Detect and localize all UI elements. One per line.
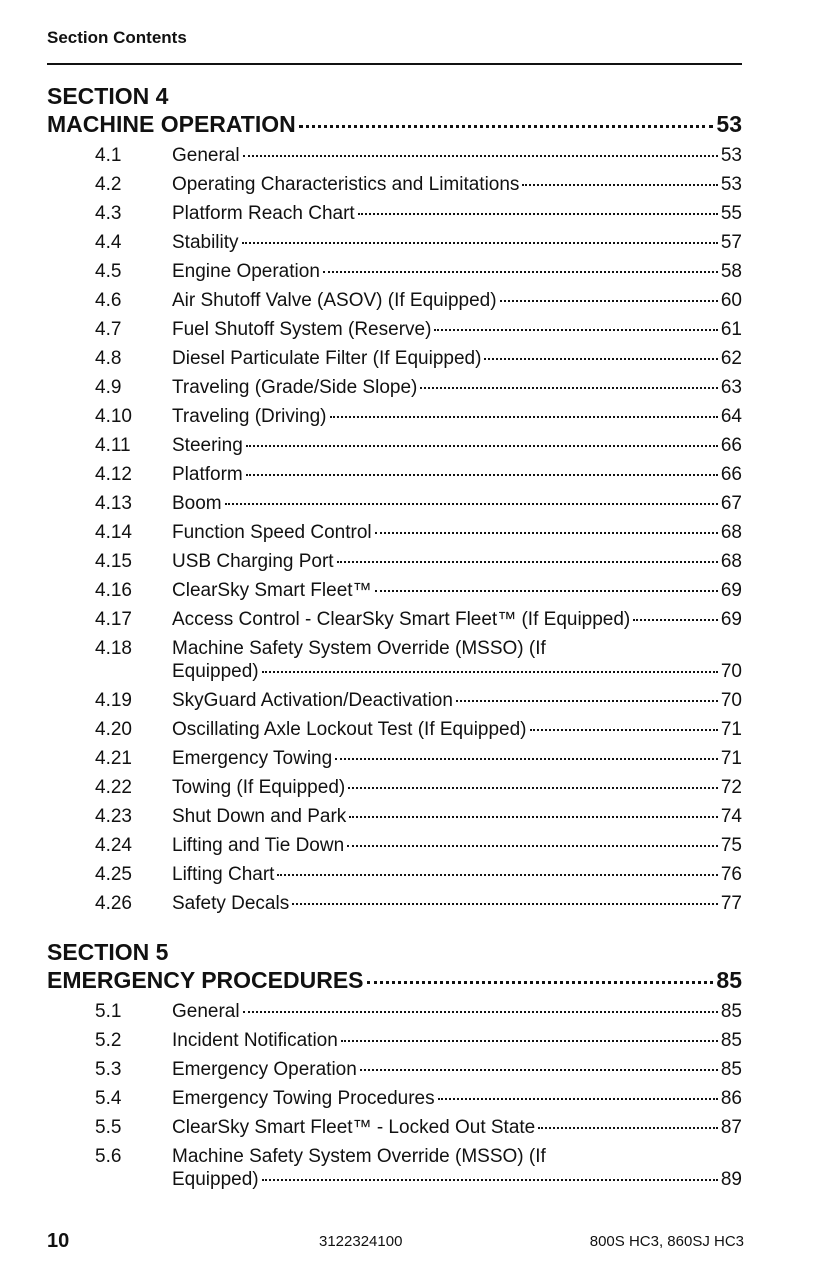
- toc-entry[interactable]: [47, 550, 742, 573]
- toc-entry-page: 70: [720, 690, 742, 711]
- toc-entries: [47, 1000, 742, 1191]
- toc-entry-number: 4.3: [95, 203, 122, 224]
- dot-leader: [456, 700, 718, 702]
- dot-leader: [375, 532, 718, 534]
- section-4: [47, 82, 742, 921]
- toc-entry-page: 85: [720, 1059, 742, 1080]
- toc-entry[interactable]: [47, 689, 742, 712]
- dot-leader: [530, 729, 718, 731]
- toc-entry-number: 4.24: [95, 835, 132, 856]
- toc-entry-number: 4.21: [95, 748, 132, 769]
- toc-entry-title-continued: Equipped): [172, 1169, 259, 1190]
- page-header-title: Section Contents: [47, 28, 187, 47]
- toc-entry-title: Traveling (Grade/Side Slope): [172, 377, 418, 398]
- section-page-number: 85: [716, 967, 742, 993]
- toc-entry[interactable]: [47, 892, 742, 915]
- toc-entry-body: [172, 202, 742, 225]
- toc-entry-number: 4.18: [95, 638, 132, 659]
- toc-entry-page: 89: [720, 1169, 742, 1190]
- section-page-number: 53: [716, 111, 742, 137]
- dot-leader: [434, 329, 717, 331]
- footer-document-number: 3122324100: [319, 1233, 403, 1250]
- toc-entry-title: Platform Reach Chart: [172, 203, 355, 224]
- toc-entry-page: 76: [720, 864, 742, 885]
- dot-leader: [633, 619, 718, 621]
- toc-entry-page: 68: [720, 522, 742, 543]
- toc-entry-page: 87: [720, 1117, 742, 1138]
- toc-entry-page: 69: [720, 580, 742, 601]
- toc-entry-page: 64: [720, 406, 742, 427]
- dot-leader: [358, 213, 718, 215]
- toc-entry-title: Emergency Operation: [172, 1059, 357, 1080]
- toc-entry-number: 4.17: [95, 609, 132, 630]
- toc-entry-page: 68: [720, 551, 742, 572]
- toc-entry-number: 4.13: [95, 493, 132, 514]
- toc-entry-page: 53: [720, 174, 742, 195]
- dot-leader: [243, 155, 718, 157]
- toc-entry-title: USB Charging Port: [172, 551, 334, 572]
- toc-entry-title: ClearSky Smart Fleet™: [172, 580, 372, 601]
- dot-leader: [538, 1127, 718, 1129]
- section-title: EMERGENCY PROCEDURES: [47, 967, 364, 993]
- toc-entry-number: 4.5: [95, 261, 122, 282]
- toc-entry[interactable]: [47, 347, 742, 370]
- toc-entry[interactable]: [47, 318, 742, 341]
- toc-entry-body: [172, 231, 742, 254]
- toc-entry-body: [172, 347, 742, 370]
- toc-entry-body: [172, 434, 742, 457]
- toc-entry[interactable]: [47, 202, 742, 225]
- toc-entry[interactable]: [47, 173, 742, 196]
- dot-leader: [242, 242, 718, 244]
- toc-entry-title: General: [172, 1001, 240, 1022]
- toc-entry-title: Steering: [172, 435, 243, 456]
- toc-entry-number: 4.20: [95, 719, 132, 740]
- toc-entry[interactable]: [47, 376, 742, 399]
- toc-entry-number: 4.19: [95, 690, 132, 711]
- toc-entry-title: Emergency Towing Procedures: [172, 1088, 435, 1109]
- toc-entry[interactable]: [47, 718, 742, 741]
- dot-leader: [522, 184, 717, 186]
- toc-entry-body: [172, 863, 742, 886]
- toc-entry-number: 5.4: [95, 1088, 122, 1109]
- toc-entry-title: Shut Down and Park: [172, 806, 347, 827]
- toc-entry-body: [172, 637, 742, 683]
- toc-entry-page: 63: [720, 377, 742, 398]
- dot-leader: [246, 474, 718, 476]
- toc-entry-number: 4.22: [95, 777, 132, 798]
- toc-entry-body: [172, 144, 742, 167]
- toc-entry-number: 4.14: [95, 522, 132, 543]
- toc-entry[interactable]: [47, 405, 742, 428]
- toc-entry-number: 4.25: [95, 864, 132, 885]
- toc-entry[interactable]: [47, 434, 742, 457]
- toc-entry-number: 5.3: [95, 1059, 122, 1080]
- toc-entry-title-continued: Equipped): [172, 661, 259, 682]
- toc-entry[interactable]: [47, 463, 742, 486]
- dot-leader: [299, 125, 714, 128]
- toc-entry[interactable]: [47, 608, 742, 631]
- dot-leader: [347, 845, 718, 847]
- toc-entries: [47, 144, 742, 915]
- toc-entry-body: [172, 1145, 742, 1191]
- toc-entry-page: 66: [720, 435, 742, 456]
- dot-leader: [360, 1069, 718, 1071]
- toc-entry-body: [172, 1029, 742, 1052]
- header-rule: [47, 63, 742, 65]
- toc-entry-number: 5.6: [95, 1146, 122, 1167]
- toc-entry-title: SkyGuard Activation/Deactivation: [172, 690, 453, 711]
- toc-entry-body: [172, 1087, 742, 1110]
- toc-entry[interactable]: [47, 834, 742, 857]
- toc-entry-number: 4.7: [95, 319, 122, 340]
- toc-entry-body: [172, 318, 742, 341]
- dot-leader: [277, 874, 717, 876]
- section-5: [47, 938, 742, 1197]
- toc-entry-number: 5.1: [95, 1001, 122, 1022]
- toc-entry-title: Fuel Shutoff System (Reserve): [172, 319, 432, 340]
- dot-leader: [341, 1040, 718, 1042]
- toc-entry-body: [172, 289, 742, 312]
- dot-leader: [335, 758, 718, 760]
- toc-entry-number: 4.4: [95, 232, 122, 253]
- toc-entry-page: 85: [720, 1001, 742, 1022]
- toc-entry[interactable]: [47, 492, 742, 515]
- toc-entry[interactable]: [47, 231, 742, 254]
- toc-entry-line: [172, 1168, 742, 1191]
- toc-entry-page: 69: [720, 609, 742, 630]
- dot-leader: [246, 445, 718, 447]
- toc-entry-body: [172, 173, 742, 196]
- toc-entry-number: 4.26: [95, 893, 132, 914]
- toc-entry-number: 4.16: [95, 580, 132, 601]
- toc-entry-title: Machine Safety System Override (MSSO) (If: [172, 1146, 546, 1167]
- section-title-line[interactable]: [47, 110, 742, 138]
- toc-entry-number: 4.12: [95, 464, 132, 485]
- toc-entry-title: Incident Notification: [172, 1030, 338, 1051]
- dot-leader: [367, 981, 714, 984]
- toc-entry-body: [172, 260, 742, 283]
- footer-models: 800S HC3, 860SJ HC3: [589, 1233, 744, 1250]
- toc-entry-title: Lifting and Tie Down: [172, 835, 345, 856]
- dot-leader: [438, 1098, 718, 1100]
- dot-leader: [349, 816, 718, 818]
- toc-entry-number: 4.8: [95, 348, 122, 369]
- toc-entry-page: 57: [720, 232, 742, 253]
- toc-entry[interactable]: [47, 579, 742, 602]
- toc-entry[interactable]: [47, 260, 742, 283]
- toc-entry-line: [172, 660, 742, 683]
- toc-entry-number: 4.10: [95, 406, 132, 427]
- toc-entry-title: Operating Characteristics and Limitations: [172, 174, 520, 195]
- toc-entry-number: 4.2: [95, 174, 122, 195]
- toc-entry[interactable]: [47, 289, 742, 312]
- toc-entry-number: 4.11: [95, 435, 131, 456]
- toc-entry-page: 55: [720, 203, 742, 224]
- dot-leader: [243, 1011, 718, 1013]
- toc-entry-title: Air Shutoff Valve (ASOV) (If Equipped): [172, 290, 497, 311]
- toc-entry-page: 58: [720, 261, 742, 282]
- dot-leader: [484, 358, 717, 360]
- toc-entry-number: 5.2: [95, 1030, 122, 1051]
- toc-entry[interactable]: [47, 1116, 742, 1139]
- toc-entry-body: [172, 376, 742, 399]
- toc-entry-title: Diesel Particulate Filter (If Equipped): [172, 348, 482, 369]
- dot-leader: [225, 503, 718, 505]
- toc-entry[interactable]: [47, 805, 742, 828]
- toc-entry-body: [172, 834, 742, 857]
- dot-leader: [292, 903, 718, 905]
- toc-entry-title: ClearSky Smart Fleet™ - Locked Out State: [172, 1117, 536, 1138]
- toc-entry-page: 71: [720, 719, 742, 740]
- toc-entry-title: Oscillating Axle Lockout Test (If Equipped): [172, 719, 527, 740]
- toc-entry[interactable]: [47, 1058, 742, 1081]
- dot-leader: [262, 1179, 718, 1181]
- section-number: SECTION 4: [47, 83, 169, 109]
- toc-entry-title: Traveling (Driving): [172, 406, 327, 427]
- section-title: MACHINE OPERATION: [47, 111, 296, 137]
- toc-entry[interactable]: [47, 144, 742, 167]
- toc-entry-title: Platform: [172, 464, 243, 485]
- toc-entry-body: [172, 463, 742, 486]
- toc-entry-page: 86: [720, 1088, 742, 1109]
- toc-entry-body: [172, 579, 742, 602]
- toc-entry-title: Stability: [172, 232, 239, 253]
- toc-entry-page: 53: [720, 145, 742, 166]
- toc-entry-page: 61: [720, 319, 742, 340]
- toc-entry-body: [172, 718, 742, 741]
- dot-leader: [420, 387, 718, 389]
- toc-entry-title: General: [172, 145, 240, 166]
- toc-entry-page: 85: [720, 1030, 742, 1051]
- toc-entry[interactable]: [47, 776, 742, 799]
- toc-entry[interactable]: [47, 1087, 742, 1110]
- toc-entry-title: Safety Decals: [172, 893, 290, 914]
- toc-entry-number: 4.9: [95, 377, 122, 398]
- dot-leader: [330, 416, 718, 418]
- toc-entry-page: 71: [720, 748, 742, 769]
- toc-entry-page: 77: [720, 893, 742, 914]
- toc-entry-number: 4.15: [95, 551, 132, 572]
- toc-entry-body: [172, 405, 742, 428]
- toc-entry[interactable]: [47, 1000, 742, 1023]
- toc-entry-title: Lifting Chart: [172, 864, 275, 885]
- toc-entry-body: [172, 689, 742, 712]
- toc-entry-title: Boom: [172, 493, 222, 514]
- toc-entry-title: Towing (If Equipped): [172, 777, 346, 798]
- toc-entry-title: Emergency Towing: [172, 748, 333, 769]
- toc-entry-number: 5.5: [95, 1117, 122, 1138]
- toc-entry-page: 75: [720, 835, 742, 856]
- toc-entry-title: Access Control - ClearSky Smart Fleet™ (If Equipped): [172, 609, 631, 630]
- toc-entry-body: [172, 521, 742, 544]
- toc-entry-body: [172, 892, 742, 915]
- toc-entry[interactable]: [47, 637, 742, 683]
- toc-entry-number: 4.23: [95, 806, 132, 827]
- toc-entry[interactable]: [47, 1029, 742, 1052]
- section-number: SECTION 5: [47, 939, 169, 965]
- toc-entry-page: 74: [720, 806, 742, 827]
- toc-entry-title: Machine Safety System Override (MSSO) (If: [172, 638, 546, 659]
- toc-entry[interactable]: [47, 863, 742, 886]
- dot-leader: [337, 561, 718, 563]
- toc-entry-title: Function Speed Control: [172, 522, 372, 543]
- footer-page-number: 10: [47, 1230, 70, 1252]
- dot-leader: [500, 300, 718, 302]
- toc-entry-page: 62: [720, 348, 742, 369]
- section-title-line[interactable]: [47, 966, 742, 994]
- toc-entry-body: [172, 608, 742, 631]
- toc-entry-body: [172, 1000, 742, 1023]
- toc-entry-body: [172, 805, 742, 828]
- toc-entry-number: 4.1: [95, 145, 122, 166]
- toc-entry-page: 67: [720, 493, 742, 514]
- toc-entry-body: [172, 1116, 742, 1139]
- dot-leader: [375, 590, 718, 592]
- dot-leader: [262, 671, 718, 673]
- toc-entry[interactable]: [47, 1145, 742, 1191]
- toc-entry-body: [172, 747, 742, 770]
- toc-entry-page: 66: [720, 464, 742, 485]
- toc-entry-page: 72: [720, 777, 742, 798]
- toc-entry-title: Engine Operation: [172, 261, 320, 282]
- toc-entry-number: 4.6: [95, 290, 122, 311]
- dot-leader: [348, 787, 718, 789]
- toc-entry-page: 60: [720, 290, 742, 311]
- dot-leader: [323, 271, 718, 273]
- toc-entry-body: [172, 492, 742, 515]
- toc-entry-body: [172, 776, 742, 799]
- toc-entry[interactable]: [47, 521, 742, 544]
- toc-entry-body: [172, 1058, 742, 1081]
- toc-entry[interactable]: [47, 747, 742, 770]
- toc-entry-page: 70: [720, 661, 742, 682]
- toc-entry-body: [172, 550, 742, 573]
